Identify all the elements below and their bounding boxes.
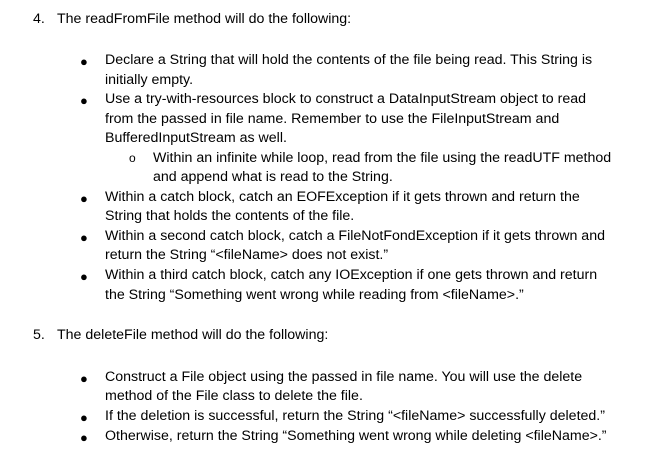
bullet-line: BufferedInputStream as well. — [105, 130, 287, 146]
bullet-line: initially empty. — [105, 72, 194, 88]
bullet-line: Otherwise, return the String “Something went wrong while deleting <fileName>.” — [105, 428, 607, 444]
bullet-line: Within a catch block, catch an EOFException if it gets thrown and return the — [105, 189, 580, 205]
section-5-number: 5. — [33, 327, 45, 343]
bullet-line: Declare a String that will hold the contents of the file being read. This String is — [105, 52, 593, 68]
bullet-dot-icon: ● — [80, 371, 88, 386]
sub-bullet-line: and append what is read to the String. — [153, 169, 393, 185]
section-5-heading: The deleteFile method will do the following: — [57, 327, 329, 343]
bullet-dot-icon: ● — [80, 269, 88, 284]
bullet-dot-icon: ● — [80, 230, 88, 245]
bullet-line: Use a try-with-resources block to construct a DataInputStream object to read — [105, 91, 587, 107]
section-4-heading: The readFromFile method will do the following: — [57, 11, 352, 27]
bullet-line: method of the File class to delete the file. — [105, 388, 363, 404]
bullet-line: return the String “<fileName> does not exist.” — [105, 247, 389, 263]
bullet-dot-icon: ● — [80, 54, 88, 69]
section-4-number: 4. — [33, 11, 45, 27]
bullet-dot-icon: ● — [80, 430, 88, 445]
bullet-dot-icon: ● — [80, 93, 88, 108]
bullet-line: the String “Something went wrong while reading from <fileName>.” — [105, 287, 524, 303]
bullet-line: Construct a File object using the passed in file name. You will use the delete — [105, 369, 583, 385]
bullet-dot-icon: ● — [80, 410, 88, 425]
bullet-line: from the passed in file name. Remember to use the FileInputStream and — [105, 111, 560, 127]
bullet-dot-icon: ● — [80, 191, 88, 206]
bullet-line: Within a third catch block, catch any IOException if one gets thrown and return — [105, 267, 598, 283]
bullet-line: String that holds the contents of the file. — [105, 208, 355, 224]
circle-bullet-icon: o — [129, 151, 136, 165]
bullet-line: If the deletion is successful, return the String “<fileName> successfully deleted.” — [105, 408, 605, 424]
bullet-line: Within a second catch block, catch a FileNotFondException if it gets thrown and — [105, 228, 605, 244]
sub-bullet-line: Within an infinite while loop, read from the file using the readUTF method — [153, 150, 612, 166]
